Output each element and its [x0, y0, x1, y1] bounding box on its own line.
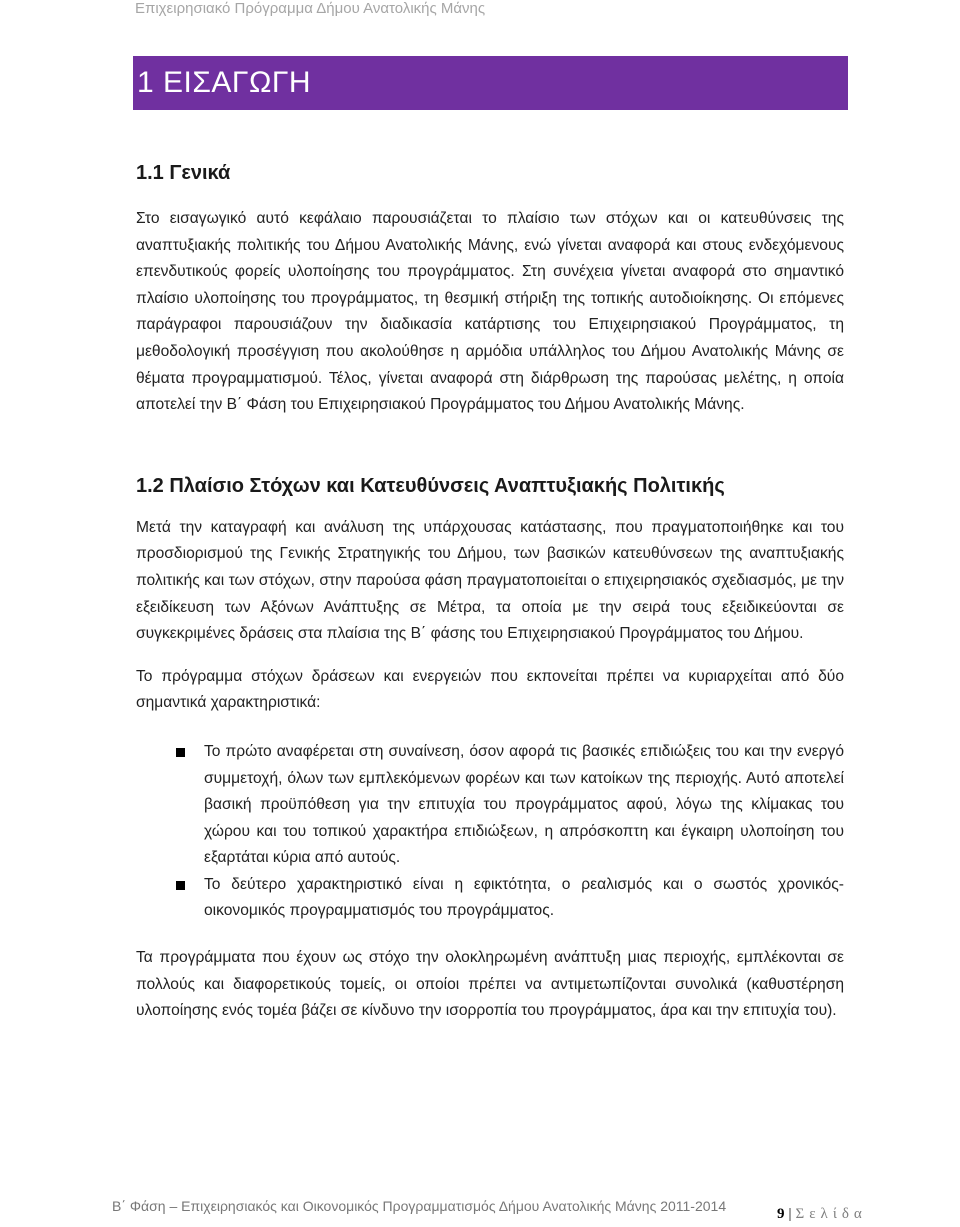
- list-item: [136, 872, 844, 925]
- chapter-title: 1 ΕΙΣΑΓΩΓΗ: [137, 66, 312, 99]
- section-1-2-paragraph-2: Το πρόγραμμα στόχων δράσεων και ενεργειών που εκπονείται πρέπει να κυριαρχείται από δύο σημαντικά χαρακτηριστικά:: [136, 667, 844, 712]
- page-number-value: 9: [777, 1206, 785, 1222]
- page-number-separator: |: [788, 1206, 792, 1222]
- page-content: [136, 158, 844, 1025]
- list-item-text: Το δεύτερο χαρακτηριστικό είναι η εφικτότητα, ο ρεαλισμός και ο σωστός χρονικός-οικονομικός προγραμματισμός του προγράμματος.: [204, 875, 844, 920]
- footer-text: Β΄ Φάση – Επιχειρησιακός και Οικονομικός Προγραμματισμός Δήμου Ανατολικής Μάνης 2011-2014: [112, 1198, 727, 1214]
- characteristics-list: [136, 739, 844, 925]
- section-1-2-paragraph-1: Μετά την καταγραφή και ανάλυση της υπάρχουσας κατάστασης, που πραγματοποιήθηκε και του προσδιορισμού της Γενικής Στρατηγικής του Δήμου, των βασικών κατευθύνσεων της αναπτυξιακής πολιτικής και των στόχων, στην παρούσα φάση πραγματοποιείται ο επιχειρησιακός σχεδιασμός, με την εξειδίκευση των Αξόνων Ανάπτυξης σε Μέτρα, τα οποία με την σειρά τους εξειδικεύονται σε συγκεκριμένες δράσεις στα πλαίσια της Β΄ φάσης του Επιχειρησιακού Προγράμματος του Δήμου.: [136, 518, 844, 643]
- running-header: Επιχειρησιακό Πρόγραμμα Δήμου Ανατολικής Μάνης: [135, 0, 486, 17]
- page-number: [777, 1206, 867, 1223]
- section-heading-1-1: 1.1 Γενικά: [136, 162, 231, 184]
- square-bullet-icon: [176, 881, 185, 890]
- section-1-1-paragraph: Στο εισαγωγικό αυτό κεφάλαιο παρουσιάζεται το πλαίσιο των στόχων και οι κατευθύνσεις της αναπτυξιακής πολιτικής του Δήμου Ανατολικής Μάνης, ενώ γίνεται αναφορά και στους ενδεχόμενους επενδυτικούς φορείς υλοποίησης του προγράμματος. Στη συνέχεια γίνεται αναφορά στο σημαντικό πλαίσιο υλοποίησης του προγράμματος, τη θεσμική στήριξη της τοπικής αυτοδιοίκησης. Οι επόμενες παράγραφοι παρουσιάζουν την διαδικασία κατάρτισης του Επιχειρησιακού Προγράμματος, τη μεθοδολογική προσέγγιση που ακολούθησε η αρμόδια υπάλληλος του Δήμου Ανατολικής Μάνης σε θέματα προγραμματισμού. Τέλος, γίνεται αναφορά στη διάρθρωση της παρούσας μελέτης, η οποία αποτελεί την Β΄ Φάση του Επιχειρησιακού Προγράμματος του Δήμου Ανατολικής Μάνης.: [136, 210, 844, 414]
- page-word: Σελίδα: [795, 1206, 867, 1222]
- list-item: [136, 739, 844, 872]
- chapter-title-bar: [133, 56, 848, 110]
- section-heading-1-2: 1.2 Πλαίσιο Στόχων και Κατευθύνσεις Αναπτυξιακής Πολιτικής: [136, 474, 725, 497]
- section-1-2-paragraph-3: Τα προγράμματα που έχουν ως στόχο την ολοκληρωμένη ανάπτυξη μιας περιοχής, εμπλέκονται σε πολλούς και διαφορετικούς τομείς, οι οποίοι πρέπει να αντιμετωπίζονται συνολικά (καθυστέρηση υλοποίησης ενός τομέα βάζει σε κίνδυνο την ισορροπία του προγράμματος, άρα και την επιτυχία του).: [136, 949, 844, 1020]
- square-bullet-icon: [176, 748, 185, 757]
- list-item-text: Το πρώτο αναφέρεται στη συναίνεση, όσον αφορά τις βασικές επιδιώξεις του και την ενεργό συμμετοχή, όλων των εμπλεκόμενων φορέων και των κατοίκων της περιοχής. Αυτό αποτελεί βασική προϋπόθεση για την επιτυχία του προγράμματος αφού, λόγω της κλίμακας του χώρου και του τοπικού χαρακτήρα επιδιώξεων, η απρόσκοπτη και έγκαιρη υλοποίηση του εξαρτάται κύρια από αυτούς.: [204, 742, 844, 867]
